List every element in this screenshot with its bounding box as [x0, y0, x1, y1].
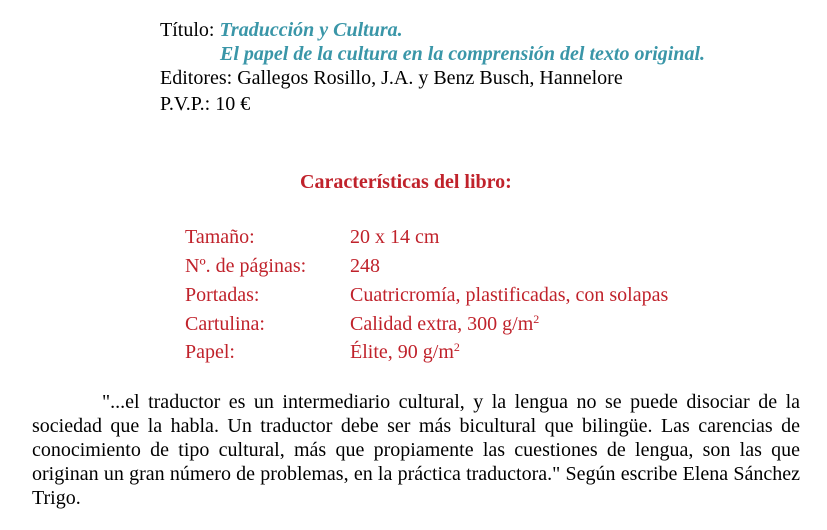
book-title: Traducción y Cultura. — [219, 19, 403, 41]
feature-value: Calidad extra, 300 $g/m^2$ — [350, 312, 540, 335]
feature-value: 248 — [350, 255, 380, 277]
price-label: P.V.P.: — [160, 93, 211, 115]
feature-label: Papel: — [185, 341, 235, 363]
superscript: 2 — [453, 340, 460, 354]
editors-line — [160, 66, 623, 90]
title-label: Título: — [160, 19, 215, 41]
feature-label: Portadas: — [185, 284, 260, 306]
title-line — [160, 18, 403, 42]
book-subtitle: El papel de la cultura en la comprensión del texto original. — [220, 43, 706, 65]
editors-value: Gallegos Rosillo, J.A. y Benz Busch, Hannelore — [237, 67, 623, 89]
feature-value: Cuatricromía, plastificadas, con solapas — [350, 284, 669, 306]
feature-value: Élite, 90 $g/m^2$ — [350, 340, 460, 363]
price-value: 10 € — [215, 93, 251, 115]
price-line — [160, 92, 250, 116]
feature-label: Tamaño: — [185, 226, 255, 248]
feature-value: 20 x 14 cm — [350, 226, 440, 248]
feature-label: Cartulina: — [185, 313, 265, 335]
superscript: 2 — [533, 312, 540, 326]
feature-label: Nº. de páginas: — [185, 255, 307, 277]
quote-paragraph: "...el traductor es un intermediario cultural, y la lengua no se puede disociar de la sociedad que la habla. Un traductor debe ser más bicultural que bilingüe. Las carencias de conocimiento de tipo cultural, más que propiamente las cuestiones de lengua, son las que originan un gran número de problemas, en la práctica traductora." Según escribe Elena Sánchez Trigo. — [32, 391, 800, 509]
editors-label: Editores: — [160, 67, 233, 89]
features-heading: Características del libro: — [300, 171, 512, 193]
